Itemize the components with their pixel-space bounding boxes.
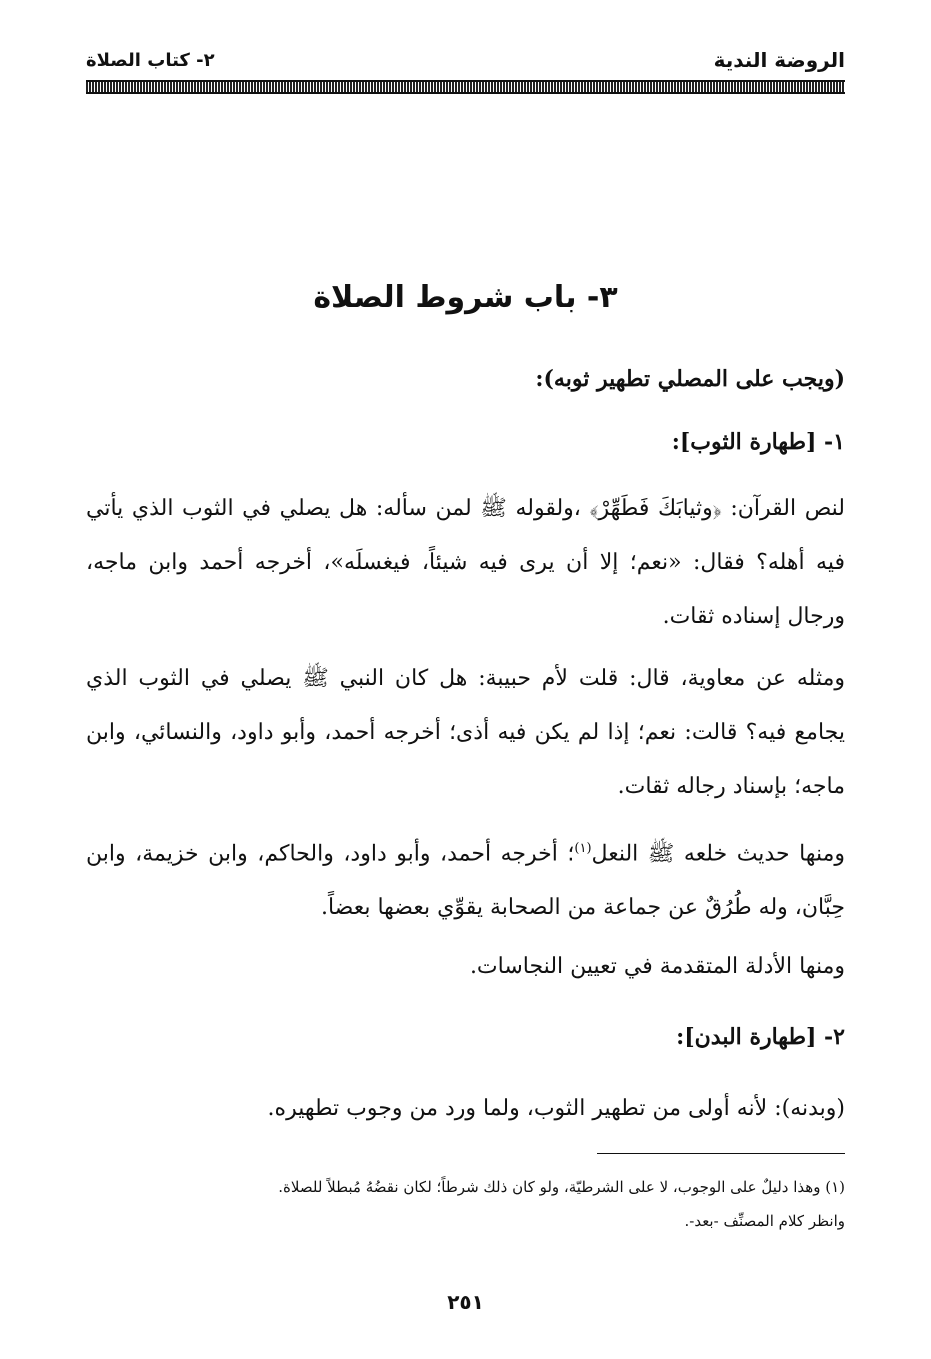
section-heading-text: ١- [طهارة الثوب]: <box>671 429 845 455</box>
paragraph-text: ومثله عن معاوية، قال: قلت لأم حبيبة: هل كان النبي ﷺ يصلي في الثوب الذي يجامع فيه؟ قالت: نعم؛ إذا لم يكن فيه أذى؛ أخرجه أحمد، وأبو داود، والنسائي، وابن ماجه؛ بإسناد رجاله ثقات. <box>86 666 845 799</box>
footnote-line: (١) وهذا دليلٌ على الوجوب، لا على الشرطيّة، ولو كان ذلك شرطاً؛ لكان نقضُهُ مُبطلاً للصلاة. <box>278 1178 845 1196</box>
paragraph-text: ؛ أخرجه أحمد، وأبو داود، والحاكم، وابن خزيمة، وابن حِبَّان، وله طُرُقٌ عن جماعة من الصحابة يقوِّي بعضها بعضاً. <box>86 841 845 921</box>
running-header <box>86 42 845 82</box>
paragraph-text: (وبدنه): لأنه أولى من تطهير الثوب، ولما ورد من وجوب تطهيره. <box>267 1096 845 1121</box>
header-rule <box>86 80 845 94</box>
paragraph-text: (ويجب على المصلي تطهير ثوبه): <box>535 366 845 392</box>
paragraph-text: ومنها حديث خلعه ﷺ النعل <box>591 841 845 867</box>
page-number: ٢٥١ <box>447 1290 484 1314</box>
paragraph-body-purity <box>86 1082 845 1136</box>
paragraph-condition <box>86 352 845 406</box>
paragraph-evidences <box>86 940 845 994</box>
paragraph-sandals-hadith <box>86 822 845 935</box>
footnote-line: وانظر كلام المصنِّف -بعد-. <box>684 1212 845 1230</box>
footnote-rule <box>597 1153 845 1154</box>
paragraph-muawiya <box>86 652 845 814</box>
book-title: الروضة الندية <box>713 48 845 72</box>
paragraph-text: ومنها الأدلة المتقدمة في تعيين النجاسات. <box>469 954 845 979</box>
section-heading-body <box>86 1010 845 1064</box>
paragraph-text: لنص القرآن: ﴿وثيابَكَ فَطَهِّرْ﴾ ،ولقوله ﷺ لمن سأله: هل يصلي في الثوب الذي يأتي فيه أهله؟ فقال: «نعم؛ إلا أن يرى فيه شيئاً، فيغسلَه»، أخرجه أحمد وابن ماجه، ورجال إسناده ثقات. <box>86 496 845 629</box>
footnote-marker: (١) <box>574 841 592 856</box>
paragraph-quran-evidence <box>86 482 845 644</box>
chapter-title: ٣- باب شروط الصلاة <box>313 280 618 315</box>
chapter-header: ٢- كتاب الصلاة <box>86 50 215 71</box>
section-heading-text: ٢- [طهارة البدن]: <box>676 1024 845 1050</box>
footnote <box>86 1170 845 1238</box>
section-heading-garment <box>86 415 845 469</box>
